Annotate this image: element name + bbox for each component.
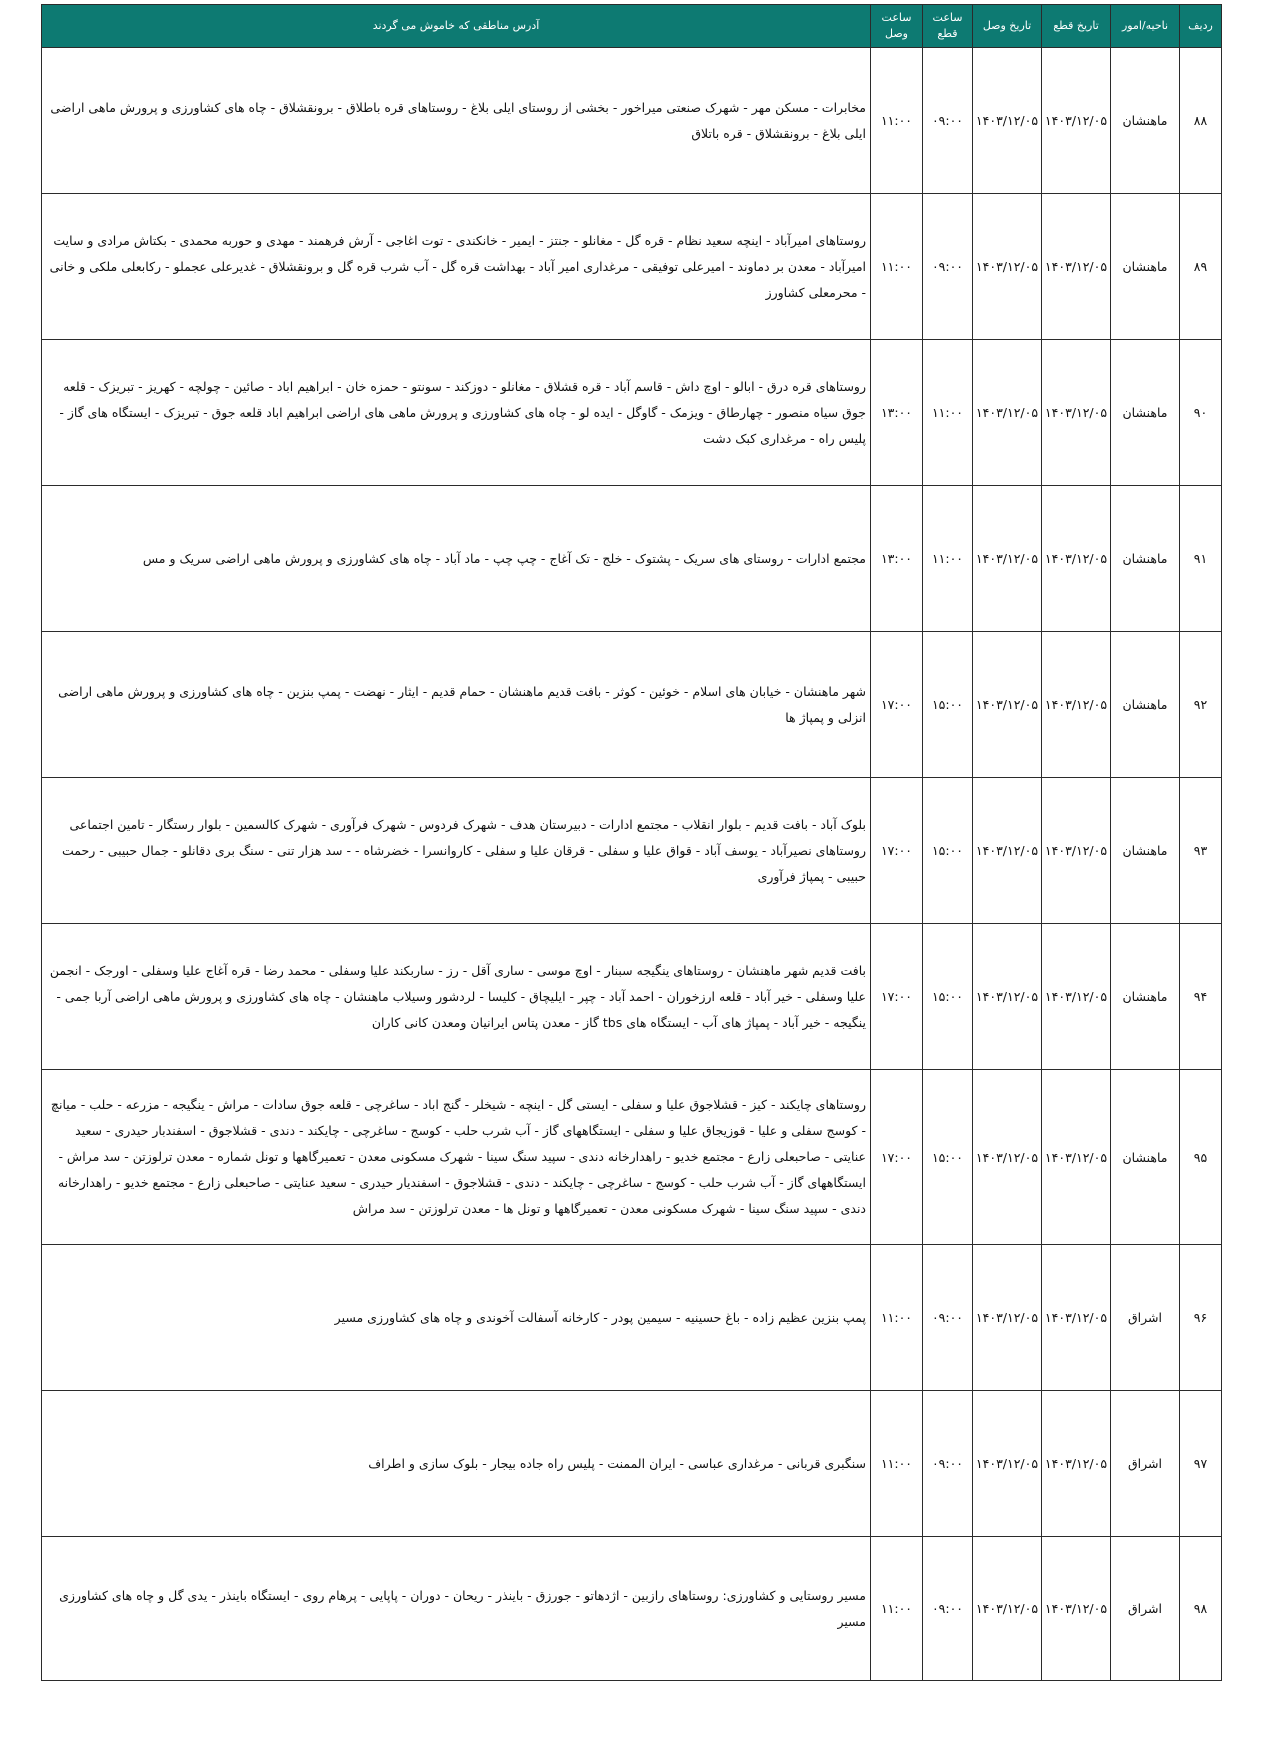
cell-cut-time: ۰۹:۰۰ (923, 1537, 973, 1681)
cell-cut-date: ۱۴۰۳/۱۲/۰۵ (1042, 340, 1111, 486)
cell-connect-time: ۱۱:۰۰ (871, 194, 923, 340)
cell-connect-time: ۱۷:۰۰ (871, 1070, 923, 1245)
cell-connect-date: ۱۴۰۳/۱۲/۰۵ (973, 1245, 1042, 1391)
header-cut-date: تاریخ قطع (1042, 5, 1111, 48)
cell-cut-time: ۰۹:۰۰ (923, 1391, 973, 1537)
outage-schedule (42, 4, 1222, 1681)
cell-connect-date: ۱۴۰۳/۱۲/۰۵ (973, 1537, 1042, 1681)
cell-cut-date: ۱۴۰۳/۱۲/۰۵ (1042, 1537, 1111, 1681)
table-row (42, 778, 1222, 924)
cell-cut-date: ۱۴۰۳/۱۲/۰۵ (1042, 778, 1111, 924)
cell-connect-time: ۱۱:۰۰ (871, 1537, 923, 1681)
cell-row-number: ۹۴ (1180, 924, 1222, 1070)
cell-region: ماهنشان (1111, 1070, 1180, 1245)
cell-cut-time: ۱۵:۰۰ (923, 778, 973, 924)
cell-cut-date: ۱۴۰۳/۱۲/۰۵ (1042, 924, 1111, 1070)
cell-row-number: ۹۵ (1180, 1070, 1222, 1245)
cell-row-number: ۹۳ (1180, 778, 1222, 924)
table-row (42, 194, 1222, 340)
outage-table (41, 4, 1222, 1681)
cell-cut-date: ۱۴۰۳/۱۲/۰۵ (1042, 1391, 1111, 1537)
cell-region: اشراق (1111, 1537, 1180, 1681)
cell-connect-date: ۱۴۰۳/۱۲/۰۵ (973, 1391, 1042, 1537)
cell-connect-time: ۱۷:۰۰ (871, 924, 923, 1070)
cell-connect-time: ۱۱:۰۰ (871, 48, 923, 194)
cell-connect-time: ۱۷:۰۰ (871, 778, 923, 924)
cell-cut-time: ۱۵:۰۰ (923, 632, 973, 778)
cell-address: مسیر روستایی و کشاورزی: روستاهای رازبین - اژدهاتو - جورزق - باینذر - ریحان - دوران - پاپایی - پرهام روی - ایستگاه باینذر - یدی گل و چاه های کشاورزی مسیر (42, 1537, 871, 1681)
table-row (42, 1537, 1222, 1681)
cell-region: اشراق (1111, 1391, 1180, 1537)
cell-connect-time: ۱۱:۰۰ (871, 1245, 923, 1391)
cell-address: روستاهای چایکند - کیز - قشلاجوق علیا و سفلی - ایستی گل - اینچه - شیخلر - گنج اباد - ساغرچی - قلعه جوق سادات - مراش - ینگیجه - مزرعه - حلب - میانچ - کوسج سفلی و علیا - قوزیجاق علیا و سفلی - ایستگاههای گاز - آب شرب حلب - کوسج - ساغرچی - چایکند - دندی - قشلاجوق - اسفندبار حیدری - سعید عنایتی - صاحبعلی زارع - مجتمع خدیو - راهدارخانه دندی - سپید سنگ سینا - شهرک مسکونی معدن - تعمیرگاهها و تونل شماره - معدن ترلوزتن - سد مراش - ایستگاههای گاز - آب شرب حلب - کوسج - ساغرچی - چایکند - دندی - قشلاجوق - اسفندیار حیدری - سعید عنایتی - صاحبعلی زارع - مجتمع خدیو - راهدارخانه دندی - سپید سنگ سینا - شهرک مسکونی معدن - تعمیرگاهها و تونل ها - معدن ترلوزتن - سد مراش (42, 1070, 871, 1245)
cell-connect-time: ۱۳:۰۰ (871, 486, 923, 632)
cell-region: اشراق (1111, 1245, 1180, 1391)
cell-cut-time: ۰۹:۰۰ (923, 1245, 973, 1391)
cell-region: ماهنشان (1111, 632, 1180, 778)
cell-connect-date: ۱۴۰۳/۱۲/۰۵ (973, 778, 1042, 924)
cell-cut-date: ۱۴۰۳/۱۲/۰۵ (1042, 632, 1111, 778)
header-connect-date: تاریخ وصل (973, 5, 1042, 48)
cell-cut-date: ۱۴۰۳/۱۲/۰۵ (1042, 194, 1111, 340)
cell-region: ماهنشان (1111, 340, 1180, 486)
cell-row-number: ۸۹ (1180, 194, 1222, 340)
cell-connect-date: ۱۴۰۳/۱۲/۰۵ (973, 632, 1042, 778)
cell-region: ماهنشان (1111, 486, 1180, 632)
cell-row-number: ۹۱ (1180, 486, 1222, 632)
cell-row-number: ۹۸ (1180, 1537, 1222, 1681)
table-row (42, 632, 1222, 778)
cell-address: شهر ماهنشان - خیابان های اسلام - خوئین - کوثر - بافت قدیم ماهنشان - حمام قدیم - ایثار - نهضت - پمپ بنزین - چاه های کشاورزی و پرورش ماهی اراضی انزلی و پمپاژ ها (42, 632, 871, 778)
table-row (42, 340, 1222, 486)
table-row (42, 486, 1222, 632)
header-address: آدرس مناطقی که خاموش می گردند (42, 5, 871, 48)
header-row-number: ردیف (1180, 5, 1222, 48)
cell-cut-time: ۰۹:۰۰ (923, 48, 973, 194)
cell-connect-time: ۱۳:۰۰ (871, 340, 923, 486)
cell-cut-time: ۱۵:۰۰ (923, 1070, 973, 1245)
cell-connect-date: ۱۴۰۳/۱۲/۰۵ (973, 340, 1042, 486)
cell-row-number: ۸۸ (1180, 48, 1222, 194)
table-header-row (42, 5, 1222, 48)
cell-address: روستاهای قره درق - ابالو - اوچ داش - قاسم آباد - قره قشلاق - مغانلو - دوزکند - سونتو - حمزه خان - ابراهیم اباد - صائین - چولچه - کهریز - تبریزک - قلعه جوق سیاه منصور - چهارطاق - ویزمک - گاوگل - ایده لو - چاه های کشاورزی و پرورش ماهی های اراضی ابراهیم اباد قلعه جوق - تبریزک - ایستگاه های گاز - پلیس راه - مرغداری کبک دشت (42, 340, 871, 486)
cell-row-number: ۹۲ (1180, 632, 1222, 778)
cell-row-number: ۹۷ (1180, 1391, 1222, 1537)
table-row (42, 48, 1222, 194)
cell-address: پمپ بنزین عظیم زاده - باغ حسینیه - سیمین پودر - کارخانه آسفالت آخوندی و چاه های کشاورزی مسیر (42, 1245, 871, 1391)
cell-region: ماهنشان (1111, 924, 1180, 1070)
cell-connect-date: ۱۴۰۳/۱۲/۰۵ (973, 486, 1042, 632)
cell-cut-date: ۱۴۰۳/۱۲/۰۵ (1042, 48, 1111, 194)
cell-address: بافت قدیم شهر ماهنشان - روستاهای ینگیجه سبنار - اوچ موسی - ساری آقل - رز - ساربکند علیا وسفلی - محمد رضا - قره آغاج علیا وسفلی - اورجک - انجمن علیا وسفلی - خیر آباد - قلعه ارزخوران - احمد آباد - چپر - ایلیچاق - کلیسا - لردشور وسیلاب ماهنشان - چاه های کشاورزی و پرورش ماهی اراضی آربا جمی - ینگیجه - خیر آباد - پمپاژ های آب - ایستگاه های tbs گاز - معدن پتاس ایرانیان ومعدن کانی کاران (42, 924, 871, 1070)
cell-cut-date: ۱۴۰۳/۱۲/۰۵ (1042, 486, 1111, 632)
cell-region: ماهنشان (1111, 194, 1180, 340)
cell-cut-time: ۰۹:۰۰ (923, 194, 973, 340)
cell-connect-date: ۱۴۰۳/۱۲/۰۵ (973, 194, 1042, 340)
cell-connect-date: ۱۴۰۳/۱۲/۰۵ (973, 48, 1042, 194)
table-row (42, 924, 1222, 1070)
cell-cut-time: ۱۱:۰۰ (923, 340, 973, 486)
cell-row-number: ۹۰ (1180, 340, 1222, 486)
table-row (42, 1391, 1222, 1537)
cell-region: ماهنشان (1111, 48, 1180, 194)
cell-connect-time: ۱۷:۰۰ (871, 632, 923, 778)
cell-cut-date: ۱۴۰۳/۱۲/۰۵ (1042, 1070, 1111, 1245)
table-row (42, 1070, 1222, 1245)
header-cut-time: ساعت قطع (923, 5, 973, 48)
cell-address: مجتمع ادارات - روستای های سریک - پشتوک - خلج - تک آغاج - چپ چپ - ماد آباد - چاه های کشاورزی و پرورش ماهی اراضی سریک و مس (42, 486, 871, 632)
header-region: ناحیه/امور (1111, 5, 1180, 48)
cell-cut-time: ۱۵:۰۰ (923, 924, 973, 1070)
cell-address: روستاهای امیرآباد - اینچه سعید نظام - قره گل - مغانلو - جنتز - ایمیر - خانکندی - توت اغاجی - آرش فرهمند - مهدی و حوربه محمدی - بکتاش مرادی و سایت امیرآباد - معدن بر دماوند - امیرعلی توفیقی - مرغداری امیر آباد - بهداشت قره گل - آب شرب قره گل و برونقشلاق - غدیرعلی عجملو - رکابعلی ملکی و خانی - محرمعلی کشاورز (42, 194, 871, 340)
cell-cut-time: ۱۱:۰۰ (923, 486, 973, 632)
cell-connect-date: ۱۴۰۳/۱۲/۰۵ (973, 924, 1042, 1070)
cell-row-number: ۹۶ (1180, 1245, 1222, 1391)
cell-address: بلوک آباد - بافت قدیم - بلوار انقلاب - مجتمع ادارات - دبیرستان هدف - شهرک فردوس - شهرک فرآوری - شهرک کالسمین - بلوار رستگار - تامین اجتماعی روستاهای نصیرآباد - یوسف آباد - قواق علیا و سفلی - قرقان علیا و سفلی - کاروانسرا - خضرشاه - - سد هزار تنی - سنگ بری دقانلو - جمال حبیبی - رحمت حبیبی - پمپاژ فرآوری (42, 778, 871, 924)
cell-cut-date: ۱۴۰۳/۱۲/۰۵ (1042, 1245, 1111, 1391)
cell-connect-date: ۱۴۰۳/۱۲/۰۵ (973, 1070, 1042, 1245)
header-connect-time: ساعت وصل (871, 5, 923, 48)
cell-connect-time: ۱۱:۰۰ (871, 1391, 923, 1537)
cell-address: سنگبری قربانی - مرغداری عباسی - ایران الممنت - پلیس راه جاده بیجار - بلوک سازی و اطراف (42, 1391, 871, 1537)
table-row (42, 1245, 1222, 1391)
cell-address: مخابرات - مسکن مهر - شهرک صنعتی میراخور - بخشی از روستای ایلی بلاغ - روستاهای قره باطلاق - برونقشلاق - چاه های کشاورزی و پرورش ماهی اراضی ایلی بلاغ - برونقشلاق - قره باتلاق (42, 48, 871, 194)
cell-region: ماهنشان (1111, 778, 1180, 924)
